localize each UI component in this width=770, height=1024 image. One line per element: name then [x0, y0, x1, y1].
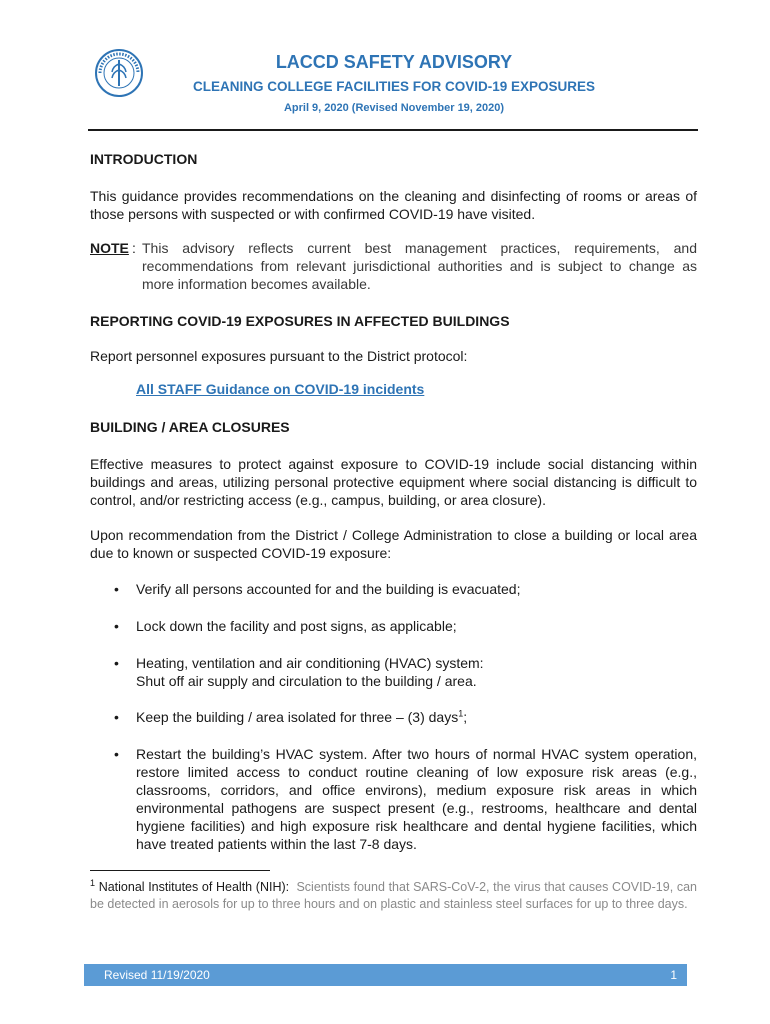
header-divider: [88, 129, 698, 131]
list-item-text: Keep the building / area isolated for three – (3) days: [136, 709, 459, 725]
closures-heading: BUILDING / AREA CLOSURES: [90, 419, 290, 435]
list-item: Heating, ventilation and air conditioning (HVAC) system:: [136, 655, 484, 671]
footnote: [90, 879, 697, 913]
footnote-divider: [90, 870, 270, 871]
list-item: Verify all persons accounted for and the building is evacuated;: [136, 581, 521, 597]
list-item-continuation: Shut off air supply and circulation to the building / area.: [136, 673, 477, 689]
introduction-heading: INTRODUCTION: [90, 151, 198, 167]
note-label: NOTE: [90, 240, 129, 256]
closures-paragraph-1: Effective measures to protect against exposure to COVID-19 include social distancing within buildings and areas, utilizing personal protective equipment where social distancing is difficult to control, and/or restricting access (e.g., campus, building, or area closure).: [90, 456, 697, 508]
list-item-punctuation: ;: [463, 709, 468, 725]
advisory-subtitle: CLEANING COLLEGE FACILITIES FOR COVID-19 EXPOSURES: [192, 79, 596, 94]
advisory-title: LACCD SAFETY ADVISORY: [275, 52, 513, 72]
list-item: Lock down the facility and post signs, as applicable;: [136, 618, 457, 634]
list-item: [136, 708, 697, 726]
reporting-body: Report personnel exposures pursuant to the District protocol:: [90, 348, 468, 364]
page-footer: [84, 964, 687, 986]
note-colon: :: [132, 240, 136, 256]
closures-paragraph-2: Upon recommendation from the District / College Administration to close a building or local area due to known or suspected COVID-19 exposure:: [90, 527, 697, 561]
staff-guidance-link[interactable]: All STAFF Guidance on COVID-19 incidents: [136, 381, 425, 397]
bullet-marker: •: [114, 655, 119, 671]
advisory-date: April 9, 2020 (Revised November 19, 2020): [283, 102, 505, 114]
footnote-reference[interactable]: 1: [458, 708, 464, 719]
note-text: This advisory reflects current best management practices, requirements, and recommendations from relevant jurisdictional authorities and is subject to change as more information becomes available.: [142, 240, 697, 292]
footer-page-number: 1: [670, 968, 677, 982]
bullet-marker: •: [114, 581, 119, 597]
bullet-marker: •: [114, 746, 119, 762]
footnote-marker: 1: [90, 877, 96, 888]
footnote-text: Scientists found that SARS-CoV-2, the virus that causes COVID-19, can be detected in aerosols for up to three hours and on plastic and stainless steel surfaces for up to three days.: [90, 880, 697, 911]
bullet-marker: •: [114, 618, 119, 634]
reporting-heading: REPORTING COVID-19 EXPOSURES IN AFFECTED BUILDINGS: [90, 313, 510, 329]
footer-revised-date: Revised 11/19/2020: [104, 968, 210, 982]
introduction-body: This guidance provides recommendations on the cleaning and disinfecting of rooms or areas of those persons with suspected or with confirmed COVID-19 have visited.: [90, 188, 697, 222]
bullet-marker: •: [114, 709, 119, 725]
list-item: Restart the building’s HVAC system. After two hours of normal HVAC system operation, restore limited access to conduct routine cleaning of low exposure risk areas (e.g., classrooms, corridors, and office environs), medium exposure risk areas in which environmental pathogens are suspect present (e.g., restrooms, healthcare and dental hygiene facilities) and high exposure risk healthcare and dental hygiene facilities, which have treated patients within the last 7-8 days.: [136, 746, 697, 852]
footnote-source: National Institutes of Health (NIH):: [98, 880, 290, 894]
